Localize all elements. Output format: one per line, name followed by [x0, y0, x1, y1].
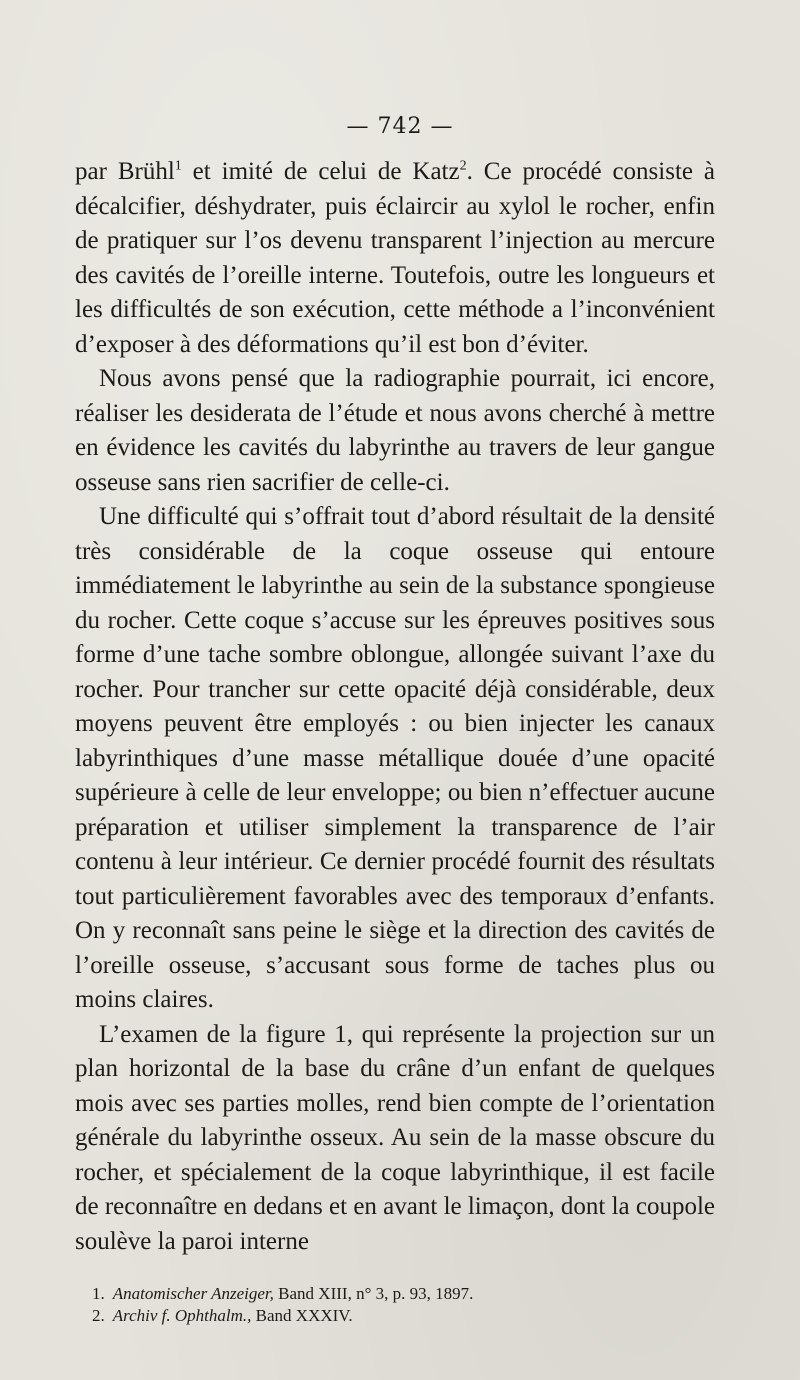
footnote-number: 2.	[92, 1306, 105, 1325]
paragraph-text: L’examen de la figure 1, qui représente la projection sur un plan horizontal de la base du crâne d’un enfant de quelques mois avec ses parties molles, rend bien compte de l’orientation générale du labyrinthe osseux. Au sein de la masse obscure du rocher, et spécialement de la coque labyrinthique, il est facile de reconnaître en dedans et en avant le limaçon, dont la coupole soulève la paroi interne	[75, 1020, 716, 1255]
paragraph-text: par Brühl	[75, 158, 175, 185]
paragraph-text: Une difficulté qui s’offrait tout d’abord résultait de la densité très considérable de la coque osseuse qui entoure immédiatement le labyrinthe au sein de la substance spongieuse du rocher. Cette coque s’accuse sur les épreuves positives sous forme d’une tache sombre oblongue, allongée suivant l’axe du rocher. Pour trancher sur cette opacité déjà considérable, deux moyens peuvent être employés : ou bien injecter les canaux labyrinthiques d’une masse métallique douée d’une opacité supérieure à celle de leur enveloppe; ou bien n’effectuer aucune préparation et utiliser simplement la transparence de l’air contenu à leur intérieur. Ce dernier procédé fournit des résultats tout particulièrement favorables avec des temporaux d’enfants. On y reconnaît sans peine le siège et la direction des cavités de l’oreille osseuse, s’accusant sous forme de taches plus ou moins claires.	[75, 503, 715, 1013]
footnote	[92, 1283, 712, 1305]
footnote-reference: 2	[459, 158, 467, 174]
paragraph-text: . Ce procédé consiste à décalcifier, déshydrater, puis éclaircir au xylol le rocher, enfin de pratiquer sur l’os devenu transparent l’injection au mercure des cavités de l’oreille interne. Toutefois, outre les longueurs et les difficultés de son exécution, cette méthode a l’inconvénient d’exposer à des déformations qu’il est bon d’éviter.	[75, 158, 716, 358]
footnotes	[92, 1283, 712, 1327]
paragraph	[75, 155, 715, 362]
footnote-details: Band XIII, n° 3, p. 93, 1897.	[273, 1284, 474, 1303]
paragraph	[75, 362, 715, 500]
paragraph-text: Nous avons pensé que la radiographie pourrait, ici encore, réaliser les desiderata de l’étude et nous avons cherché à mettre en évidence les cavités du labyrinthe au travers de leur gangue osseuse sans rien sacrifier de celle-ci.	[75, 365, 715, 496]
footnote-reference: 1	[174, 158, 182, 174]
paragraph	[75, 1018, 715, 1260]
footnote-title: Anatomischer Anzeiger,	[112, 1284, 274, 1303]
body-text	[75, 155, 715, 1259]
paragraph-text: et imité de celui de Katz	[181, 158, 460, 185]
paragraph	[75, 500, 715, 1018]
footnote-details: Band XXXIV.	[251, 1306, 353, 1325]
footnote	[92, 1305, 712, 1327]
footnote-number: 1.	[92, 1284, 105, 1303]
footnote-title: Archiv f. Ophthalm.,	[112, 1306, 252, 1325]
page-number: — 742 —	[346, 114, 454, 139]
